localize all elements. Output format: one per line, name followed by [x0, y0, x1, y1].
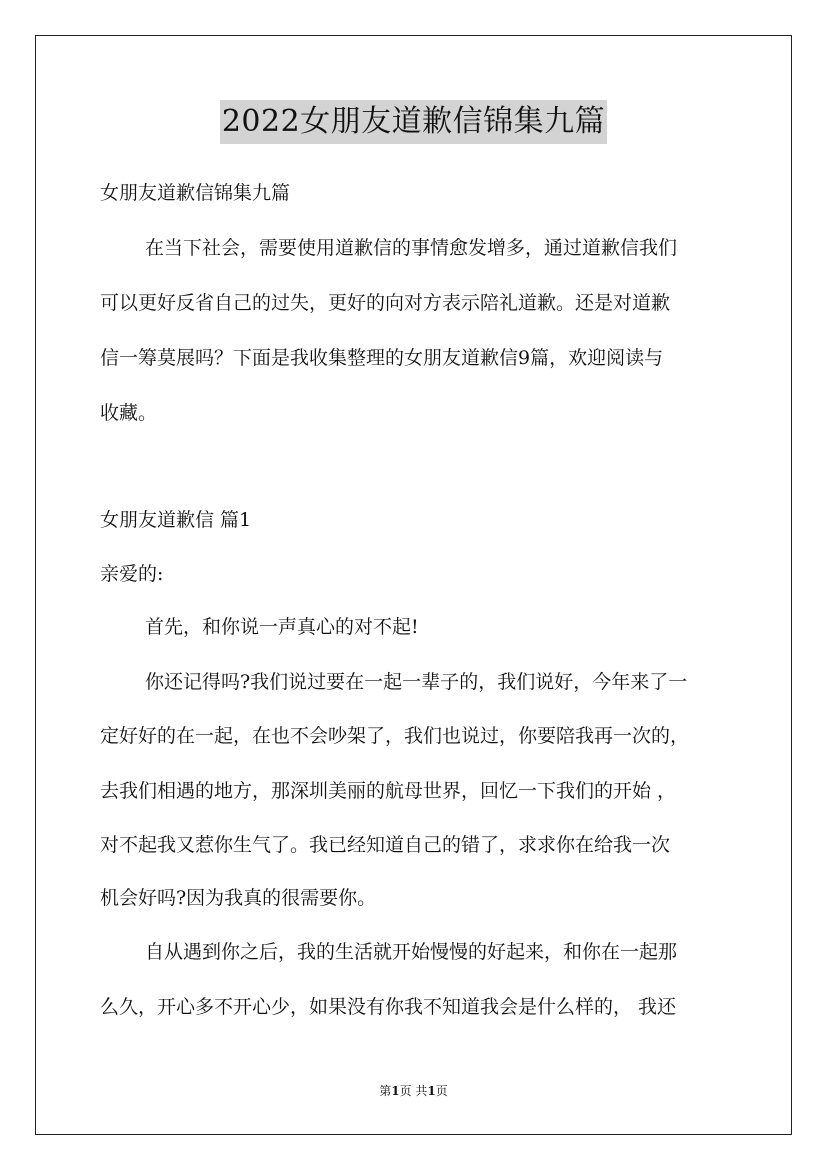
intro-line-2: 可以更好反省自己的过失，更好的向对方表示陪礼道歉。还是对道歉: [100, 292, 671, 314]
page-footer: [0, 1083, 827, 1099]
footer-page-mid: 页 共: [399, 1084, 428, 1098]
footer-page-suffix: 页: [435, 1084, 448, 1098]
intro-line-4: 收藏。: [100, 402, 158, 424]
title-container: [0, 100, 827, 144]
footer-total-pages: 1: [427, 1084, 436, 1098]
footer-page-prefix: 第: [379, 1084, 392, 1098]
body-line-8: 么久，开心多不开心少，如果没有你我不知道我会是什么样的， 我还: [100, 996, 677, 1018]
body-line-4: 去我们相遇的地方，那深圳美丽的航母世界，回忆一下我们的开始 ，: [100, 780, 677, 802]
subtitle: 女朋友道歉信锦集九篇: [100, 182, 291, 204]
section-heading: 女朋友道歉信 篇1: [100, 509, 252, 531]
intro-line-3: 信一筹莫展吗？下面是我收集整理的女朋友道歉信9篇，欢迎阅读与: [100, 347, 664, 369]
body-line-7: 自从遇到你之后，我的生活就开始慢慢的好起来，和你在一起那: [145, 941, 678, 963]
salutation: 亲爱的:: [100, 563, 164, 585]
body-line-1: 首先，和你说一声真心的对不起!: [145, 616, 419, 638]
document-title: 2022女朋友道歉信锦集九篇: [220, 100, 607, 144]
footer-page-number: 1: [391, 1084, 400, 1098]
body-line-3: 定好好的在一起，在也不会吵架了，我们也说过，你要陪我再一次的，: [100, 725, 690, 747]
body-line-5: 对不起我又惹你生气了。我已经知道自己的错了，求求你在给我一次: [100, 834, 671, 856]
body-line-6: 机会好吗?因为我真的很需要你。: [100, 887, 377, 909]
body-line-2: 你还记得吗?我们说过要在一起一辈子的，我们说好，今年来了一: [145, 671, 688, 693]
intro-line-1: 在当下社会，需要使用道歉信的事情愈发增多，通过道歉信我们: [145, 237, 678, 259]
